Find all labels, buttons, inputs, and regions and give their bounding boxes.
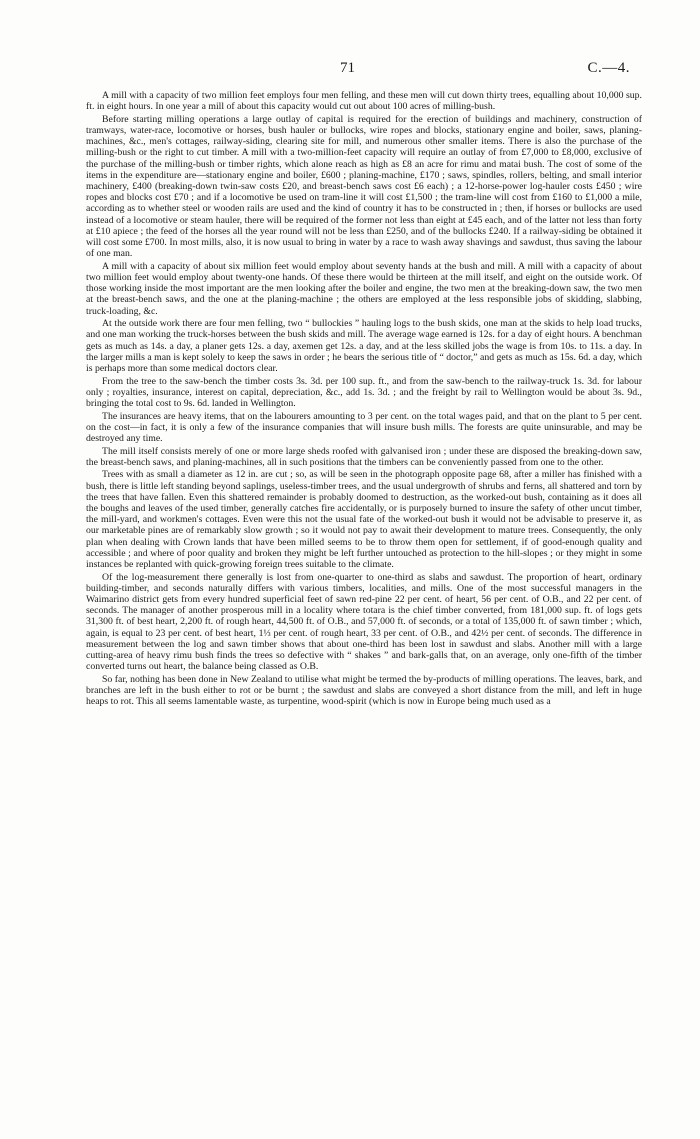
page-header (0, 60, 700, 80)
paragraph: So far, nothing has been done in New Zealand to utilise what might be termed the by-products of milling operations. The leaves, bark, and branches are left in the bush either to rot or be burnt ; the sawdust and slabs are conveyed a short distance from the mill, and left in huge heaps to rot. This all seems lamentable waste, as turpentine, wood-spirit (which is now in Europe being much used as a (86, 673, 642, 708)
paragraph: The insurances are heavy items, that on the labourers amounting to 3 per cent. on the total wages paid, and that on the plant to 5 per cent. on the cost—in fact, it is only a few of the insurance companies that will insure bush mills. The forests are quite uninsurable, and may be destroyed any time. (86, 410, 642, 445)
body-text (86, 90, 642, 709)
paragraph: A mill with a capacity of two million feet employs four men felling, and these men will cut down thirty trees, equalling about 10,000 sup. ft. in eight hours. In one year a mill of about this capacity would cut out about 100 acres of milling-bush. (86, 90, 642, 113)
paragraph: The mill itself consists merely of one or more large sheds roofed with galvanised iron ; under these are disposed the breaking-down saw, the breast-bench saws, and planing-machines, all in such positions that the timbers can be conveniently passed from one to the other. (86, 445, 642, 468)
paragraph: Of the log-measurement there generally is lost from one-quarter to one-third as slabs and sawdust. The proportion of heart, ordinary building-timber, and seconds naturally differs with various timbers, localities, and mills. One of the most successful managers in the Waimarino district gets from every hundred superficial feet of sawn red-pine 22 per cent. of heart, 56 per cent. of O.B., and 22 per cent. of seconds. The manager of another prosperous mill in a locality where totara is the chief timber converted, from 181,000 sup. ft. of logs gets 31,300 ft. of best heart, 2,200 ft. of rough heart, 44,500 ft. of O.B., and 57,000 ft. of seconds, or a total of 135,000 ft. of sawn timber ; which, again, is equal to 23 per cent. of best heart, 1⅓ per cent. of rough heart, 33 per cent. of O.B., and 42½ per cent. of seconds. The difference in measurement between the log and sawn timber shows that about one-third has been lost in sawdust and slabs. Another mill with a large cutting-area of heavy rimu bush finds the trees so defective with “ shakes ” and bark-galls that, on an average, only one-fifth of the timber converted turns out heart, the balance being classed as O.B. (86, 571, 642, 673)
page-number: 71 (340, 60, 355, 76)
paragraph: A mill with a capacity of about six million feet would employ about seventy hands at the bush and mill. A mill with a capacity of about two million feet would employ about twenty-one hands. Of these there would be thirteen at the mill itself, and eight on the outside work. Of those working inside the most important are the men looking after the boiler and engine, the two men at the breaking-down saw, the two men at the breast-bench saws, and the one at the planing-machine ; the others are employed at the less responsible jobs of skidding, slabbing, truck-loading, &c. (86, 260, 642, 317)
paragraph: Trees with as small a diameter as 12 in. are cut ; so, as will be seen in the photograph opposite page 68, after a miller has finished with a bush, there is little left standing beyond saplings, useless-timber trees, and the usual undergrowth of shrubs and ferns, all shattered and torn by the trees that have fallen. Even this shattered remainder is probably doomed to destruction, as the worked-out bush, containing as it does all the boughs and leaves of the used timber, generally catches fire accidentally, or is purposely burned to insure the safety of other uncut timber, the mill-yard, and workmen's cottages. Even were this not the usual fate of the worked-out bush it would not be advisable to preserve it, as our marketable pines are of remarkably slow growth ; so it would not pay to await their development to mature trees. Consequently, the only plan when dealing with Crown lands that have been milled seems to be to throw them open for settlement, if of good-enough quality and accessible ; and where of poor quality and broken they might be left further untouched as protection to the hill-slopes ; or they might in some instances be replanted with quick-growing foreign trees suitable to the climate. (86, 469, 642, 571)
paragraph: At the outside work there are four men felling, two “ bullockies ” hauling logs to the bush skids, one man at the skids to help load trucks, and one man working the truck-horses between the bush skids and mill. The average wage earned is 12s. for a day of eight hours. A benchman gets as much as 14s. a day, a planer gets 12s. a day, axemen get 12s. a day, and at the less skilled jobs the wage is from 10s. to 11s. a day. In the larger mills a man is kept solely to keep the saws in order ; he bears the serious title of “ doctor,” and gets as much as 15s. 6d. a day, which is perhaps more than some medical doctors clear. (86, 318, 642, 375)
paragraph: From the tree to the saw-bench the timber costs 3s. 3d. per 100 sup. ft., and from the saw-bench to the railway-truck 1s. 3d. for labour only ; royalties, insurance, interest on capital, depreciation, &c., add 1s. 3d. ; and the freight by rail to Wellington would be about 3s. 9d., bringing the total cost to 9s. 6d. landed in Wellington. (86, 375, 642, 410)
document-code: C.—4. (587, 60, 630, 76)
paragraph: Before starting milling operations a large outlay of capital is required for the erection of buildings and machinery, construction of tramways, water-race, locomotive or horses, bush hauler or bullocks, wire ropes and blocks, stationary engine and boiler, saws, planing-machines, &c., men's cottages, railway-siding, clearing site for mill, and numerous other smaller items. There is also the purchase of the milling-bush or the right to cut timber. A mill with a two-million-feet capacity will require an outlay of from £7,000 to £8,000, exclusive of the purchase of the milling-bush or timber rights, which alone reach as high as £8 an acre for rimu and matai bush. The cost of some of the items in the expenditure are—stationary engine and boiler, £600 ; planing-machine, £170 ; saws, spindles, rollers, belting, and small interior machinery, £400 (breaking-down twin-saw costs £20, and breast-bench saws cost £6 each) ; a 12-horse-power log-hauler costs £450 ; wire ropes and blocks cost £70 ; and if a locomotive be used on tram-line it will cost £1,500 ; the tram-line will cost from £160 to £1,000 a mile, according as to whether steel or wooden rails are used and the kind of country it has to be constructed in ; then, if horses or bullocks are used instead of a locomotive or steam hauler, there will be required of the former not less than eight at £45 each, and of the latter not less than forty at £10 apiece ; the feed of the horses all the year round will not be less than £250, and of the bullocks £240. If a railway-siding be obtained it will cost some £700. In most mills, also, it is now usual to bring in water by a race to wash away shavings and sawdust, thus saving the labour of one man. (86, 113, 642, 260)
